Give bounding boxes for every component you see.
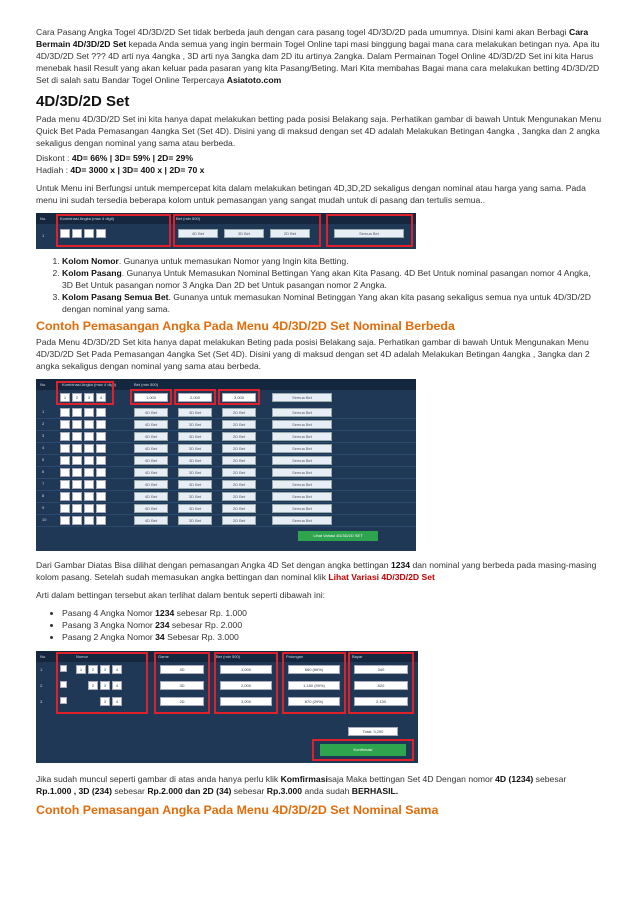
digit-input[interactable] [84,480,94,489]
list-item [62,619,602,631]
asiatoto-link[interactable]: Asiatoto.com [226,75,282,85]
digit-input[interactable] [60,420,70,429]
table-row-number: 5 [42,457,45,462]
semua-bet-input[interactable]: Semua Bet [272,444,332,453]
digit-input[interactable] [96,480,106,489]
digit-box: 4 [112,681,122,690]
bet-input[interactable]: 2D Bet [222,408,256,417]
shot2-digit-4[interactable]: 4 [96,393,106,402]
shot1-digit-2[interactable] [72,229,82,238]
digit-input[interactable] [72,468,82,477]
shot1-digit-3[interactable] [84,229,94,238]
list-item-text: . Gunanya untuk memasukan Nominal Betinggan Yang akan kita pasang sekaligus semua nya untuk 4D/3D/2D dengan nominal yang sama. [62,292,591,314]
table-row-number: 3 [42,433,45,438]
shot2-digit-1[interactable]: 1 [60,393,70,402]
bet-input[interactable]: 3D Bet [178,504,212,513]
bet-input[interactable]: 3D Bet [178,420,212,429]
shot2-4d-bet-value[interactable]: 1,000 [134,393,168,402]
digit-input[interactable] [84,516,94,525]
table-row-number: 1. [40,667,44,672]
digit-input[interactable] [72,456,82,465]
bet-input[interactable]: 4D Bet [134,456,168,465]
screenshot-4d-set-form [36,213,416,249]
potongan-cell: 1,180 (59%) [288,681,340,690]
digit-input[interactable] [96,468,106,477]
bet-input[interactable]: 4D Bet [134,420,168,429]
game-cell: 2D [160,697,204,706]
semua-bet-input[interactable]: Semua Bet [272,468,332,477]
digit-box: 3 [100,665,110,674]
section4-bold: Rp.3.000 [266,786,303,796]
semua-bet-input[interactable]: Semua Bet [272,408,332,417]
bet-input[interactable]: 4D Bet [134,516,168,525]
bet-input[interactable]: 2D Bet [222,432,256,441]
digit-input[interactable] [72,516,82,525]
bet-input[interactable]: 4D Bet [134,480,168,489]
bet-input[interactable]: 4D Bet [134,504,168,513]
shot2-2d-bet-value[interactable]: 3,000 [222,393,256,402]
digit-input[interactable] [72,432,82,441]
bullet-text: Pasang 2 Angka Nomor [62,632,156,642]
bayar-cell: 340 [354,665,408,674]
bet-input[interactable]: 2D Bet [222,480,256,489]
list-item [62,291,602,315]
list-item [62,631,602,643]
shot1-2d-bet-input[interactable]: 2D Bet [270,229,310,238]
bet-input[interactable]: 4D Bet [134,444,168,453]
intro-text-2: kepada Anda semua yang ingin bermain Togel Online tapi masi binggung bagai mana cara melakukan betingan nya. Apa itu 4D/3D/2D Set ??? 4D arti nya 4angka , 3D arti nya 3angka dam 2D itu artinya 2angka. Dalam Permainan Togel Online 4D/3D/2D Set ini kita Harus menebak hasil Result yang akan keluar pada pasaran yang kita Pasang/Beting. Mari Kita membahas Bagai mana cara melakukan betting 4D/3D/2D Set di salah satu Bandar Togel Online Terpercaya [36,39,600,85]
list-item [62,607,602,619]
digit-box: 4 [112,697,122,706]
shot3-col-game: Game [158,654,169,659]
shot1-col-no: No. [40,216,47,221]
bet-cell: 2,000 [220,681,272,690]
bet-input[interactable]: 4D Bet [134,468,168,477]
section4-bold: Rp.2.000 dan 2D (34) [147,786,232,796]
bet-input[interactable]: 4D Bet [134,432,168,441]
shot1-digit-4[interactable] [96,229,106,238]
digit-box: 3 [100,681,110,690]
lihat-variasi-link[interactable]: Lihat Variasi 4D/3D/2D Set [328,572,435,582]
digit-input[interactable] [96,444,106,453]
table-row-number: 10 [42,517,47,522]
table-row-divider [36,418,416,419]
potongan-cell: 870 (29%) [288,697,340,706]
shot2-digit-2[interactable]: 2 [72,393,82,402]
shot1-row-no: 1 [42,233,45,238]
digit-input[interactable] [60,432,70,441]
digit-box: 4 [112,665,122,674]
table-row-divider [36,502,416,503]
hadiah-label: Hadiah : [36,165,71,175]
table-row-divider [36,526,416,527]
section4-text: sebesar [231,786,267,796]
digit-input[interactable] [72,444,82,453]
digit-input[interactable] [84,432,94,441]
bet-input[interactable]: 3D Bet [178,492,212,501]
digit-input[interactable] [60,492,70,501]
table-row-number: 9 [42,505,45,510]
section3-paragraph-2: Arti dalam bettingan tersebut akan terlihat dalam bentuk seperti dibawah ini: [36,590,326,600]
list-item [62,267,602,291]
shot2-digit-3[interactable]: 3 [84,393,94,402]
bullet-number: 234 [155,620,170,630]
semua-bet-input[interactable]: Semua Bet [272,492,332,501]
digit-box: 3 [100,697,110,706]
intro-bold-1: Cara Bermain 4D/3D/2D Set [36,27,589,49]
bet-input[interactable]: 4D Bet [134,408,168,417]
section4-bold: Rp.1.000 , 3D (234) [36,786,112,796]
shot2-col-bet: Bet (min 500) [134,382,159,387]
list-item-text: . Gunanya untuk memasukan Nomor yang Ingin kita Betting. [118,256,349,266]
digit-box [76,697,86,706]
semua-bet-input[interactable]: Semua Bet [272,456,332,465]
komfirmasi-word: Komfirmasi [280,774,328,784]
shot2-semua-bet-input[interactable]: Semua Bet [272,393,332,402]
bet-input[interactable]: 2D Bet [222,456,256,465]
digit-input[interactable] [84,444,94,453]
digit-input[interactable] [60,468,70,477]
bet-input[interactable]: 2D Bet [222,420,256,429]
bet-input[interactable]: 2D Bet [222,504,256,513]
shot3-col-potongan: Potongan [286,654,304,659]
bet-cell: 1,000 [220,665,272,674]
semua-bet-input[interactable]: Semua Bet [272,480,332,489]
digit-input[interactable] [72,420,82,429]
table-row-number: 2 [42,421,45,426]
screenshot-variasi-table [36,651,418,763]
intro-text-1: Cara Pasang Angka Togel 4D/3D/2D Set tidak berbeda jauh dengan cara pasang togel 4D/3D/2D pada umumnya. Disini kami akan Berbagi [36,27,569,37]
shot2-col-kombinasi: Kombinasi Angka (max 4 digit) [62,382,117,387]
section4-text: Jika sudah muncul seperti gambar di atas anda hanya perlu klik [36,774,281,784]
bayar-cell: 2,130 [354,697,408,706]
digit-input[interactable] [60,444,70,453]
konfirmasi-button[interactable]: Konfirmasi [320,744,406,756]
table-row-number: 1 [42,409,45,414]
shot1-col-bet: Bet (min 500) [176,216,201,221]
list-item [62,255,602,267]
bet-input[interactable]: 3D Bet [178,432,212,441]
digit-box: 1 [76,665,86,674]
section4-text: sebesar [533,774,567,784]
bullet-amount: sebesar Rp. 2.000 [169,620,243,630]
bet-input[interactable]: 3D Bet [178,444,212,453]
section1-paragraph: Pada menu 4D/3D/2D Set ini kita hanya dapat melakukan betting pada posisi Belakang saja. Perhatikan gambar di bawah Untuk Mengunakan Menu Quick Bet Pada Pemasangan 4angka Set (Set 4D). Disini yang di maksud dengan set 4D adalah Melakukan Betingan 4angka , 3angka dan 2 angka sekaligus dengan nominal yang sama atau berbeda. [36,114,602,148]
table-row-number: 7 [42,481,45,486]
digit-input[interactable] [60,408,70,417]
table-row-number: 8 [42,493,45,498]
bayar-cell: 820 [354,681,408,690]
section4-paragraph [36,773,602,797]
digit-input[interactable] [96,456,106,465]
digit-input[interactable] [96,492,106,501]
section4-bold: 4D (1234) [495,774,534,784]
table-row-divider [36,454,416,455]
digit-input[interactable] [84,468,94,477]
shot1-col-kombinasi: Kombinasi Angka (max 4 digit) [60,216,115,221]
bet-input[interactable]: 3D Bet [178,468,212,477]
diskon-line [36,152,602,164]
bet-input[interactable]: 2D Bet [222,492,256,501]
shot1-3d-bet-input[interactable]: 3D Bet [224,229,264,238]
digit-box: 2 [88,681,98,690]
section1-heading: 4D/3D/2D Set [36,93,130,110]
diskon-value: 4D= 66% | 3D= 59% | 2D= 29% [71,153,193,163]
digit-input[interactable] [60,504,70,513]
berhasil-word: BERHASIL. [351,786,399,796]
section2-heading: Contoh Pemasangan Angka Pada Menu 4D/3D/2D Set Nominal Berbeda [36,319,455,333]
section1-paragraph-2: Untuk Menu ini Berfungsi untuk mempercepat kita dalam melakukan betingan 4D,3D,2D sekaligus dengan nominal atau harga yang sama. Pada menu ini sudah tersedia beberapa kolom untuk pemasangan yang sangat mudah untuk di pasang dan tertulis semua.. [36,183,586,205]
semua-bet-input[interactable]: Semua Bet [272,504,332,513]
semua-bet-input[interactable]: Semua Bet [272,420,332,429]
shot2-3d-bet-value[interactable]: 2,000 [178,393,212,402]
shot3-col-bayar: Bayar [352,654,363,659]
table-row-divider [36,514,416,515]
semua-bet-input[interactable]: Semua Bet [272,432,332,441]
section3-bold-number: 1234 [390,560,411,570]
bet-input[interactable]: 3D Bet [178,516,212,525]
bullet-number: 1234 [155,608,175,618]
digit-input[interactable] [72,480,82,489]
digit-input[interactable] [60,480,70,489]
row-checkbox[interactable] [60,697,67,704]
diskon-label: Diskont : [36,153,72,163]
section3-text-c: dan nominal yang berbeda pada masing-masing kolom pasang. Setelah sudah memasukan angka bettingan dan nominal klik [36,560,597,582]
bullet-amount: sebesar Rp. 1.000 [174,608,247,618]
row-checkbox[interactable] [60,681,67,688]
bet-cell: 3,000 [220,697,272,706]
section3-text-a: Dari Gambar Diatas Bisa dilihat dengan pemasangan Angka 4D Set dengan angka bettingan [36,560,391,570]
table-row-number: 3. [40,699,44,704]
shot3-col-bet: Bet (min 500) [216,654,241,659]
shot3-total: Total: 3,290 [348,727,398,736]
section4-text: saja Maka bettingan Set 4D Dengan nomor [327,774,496,784]
digit-box [76,681,86,690]
digit-input[interactable] [84,504,94,513]
list-item-bold: Kolom Nomor [62,256,119,266]
list-item-text: . Gunanya Untuk Memasukan Nominal Bettingan Yang akan Kita Pasang. 4D Bet Untuk nominal pasangan nomor 4 Angka, 3D Bet Untuk pasangan nomor 3 Angka Dan 2D bet Untuk pasangan nomor 2 Angka. [62,268,591,290]
game-cell: 3D [160,681,204,690]
intro-paragraph [36,0,602,86]
shot1-4d-bet-input[interactable]: 4D Bet [178,229,218,238]
bullet-text: Pasang 4 Angka Nomor [62,608,156,618]
digit-input[interactable] [60,516,70,525]
bet-input[interactable]: 2D Bet [222,468,256,477]
semua-bet-input[interactable]: Semua Bet [272,516,332,525]
bet-input[interactable]: 2D Bet [222,516,256,525]
table-row-number: 6 [42,469,45,474]
digit-input[interactable] [96,504,106,513]
shot3-col-nomor: Nomor [76,654,89,659]
lihat-variasi-button[interactable]: Lihat Variasi 4D/3D/2D SET [298,531,378,541]
list-item-bold: Kolom Pasang [62,268,122,278]
section2-paragraph: Pada Menu 4D/3D/2D Set kita hanya dapat melakukan Beting pada posisi Belakang saja. Perhatikan gambar di bawah Untuk Mengunakan Menu 4D/3D/2D Set Pada Pemasangan 4angka Set (Set 4D). Disini yang di maksud dengan set 4D adalah Melakukan Betingan 4angka , 3angka dan 2 angka sekaligus dengan nominal yang sama atau berbeda. [36,337,590,371]
list-item-bold: Kolom Pasang Semua Bet [62,292,169,302]
digit-input[interactable] [72,504,82,513]
section3-paragraph [36,559,602,583]
digit-input[interactable] [84,456,94,465]
section4-text: sebesar [111,786,148,796]
section3-bullets [36,607,602,643]
game-cell: 4D [160,665,204,674]
hadiah-line [36,164,602,176]
bet-input[interactable]: 4D Bet [134,492,168,501]
shot1-semua-bet-input[interactable]: Semua Bet [334,229,404,238]
table-row-divider [36,442,416,443]
shot1-digit-1[interactable] [60,229,70,238]
bullet-text: Pasang 3 Angka Nomor [62,620,156,630]
shot2-col-no: No. [40,382,47,387]
bet-input[interactable]: 3D Bet [178,480,212,489]
bet-input[interactable]: 3D Bet [178,456,212,465]
hadiah-value: 4D= 3000 x | 3D= 400 x | 2D= 70 x [70,165,205,175]
table-row-divider [36,430,416,431]
bet-input[interactable]: 2D Bet [222,444,256,453]
digit-input[interactable] [96,516,106,525]
table-row-number: 4 [42,445,45,450]
digit-input[interactable] [84,420,94,429]
digit-box: 2 [88,665,98,674]
bullet-amount: Sebesar Rp. 3.000 [164,632,239,642]
digit-box [88,697,98,706]
digit-input[interactable] [72,408,82,417]
table-row-divider [36,466,416,467]
digit-input[interactable] [72,492,82,501]
digit-input[interactable] [96,432,106,441]
section1-list [36,255,602,315]
digit-input[interactable] [84,408,94,417]
bet-input[interactable]: 3D Bet [178,408,212,417]
digit-input[interactable] [96,408,106,417]
table-row-number: 2. [40,683,44,688]
table-row-divider [36,478,416,479]
section4-text: anda sudah [302,786,352,796]
digit-input[interactable] [84,492,94,501]
section5-heading: Contoh Pemasangan Angka Pada Menu 4D/3D/2D Set Nominal Sama [36,803,439,817]
potongan-cell: 660 (66%) [288,665,340,674]
shot3-col-no: No. [40,654,47,659]
screenshot-4d-set-filled [36,379,416,551]
row-checkbox[interactable] [60,665,67,672]
table-row-divider [36,490,416,491]
bullet-number: 34 [155,632,165,642]
digit-input[interactable] [96,420,106,429]
digit-input[interactable] [60,456,70,465]
